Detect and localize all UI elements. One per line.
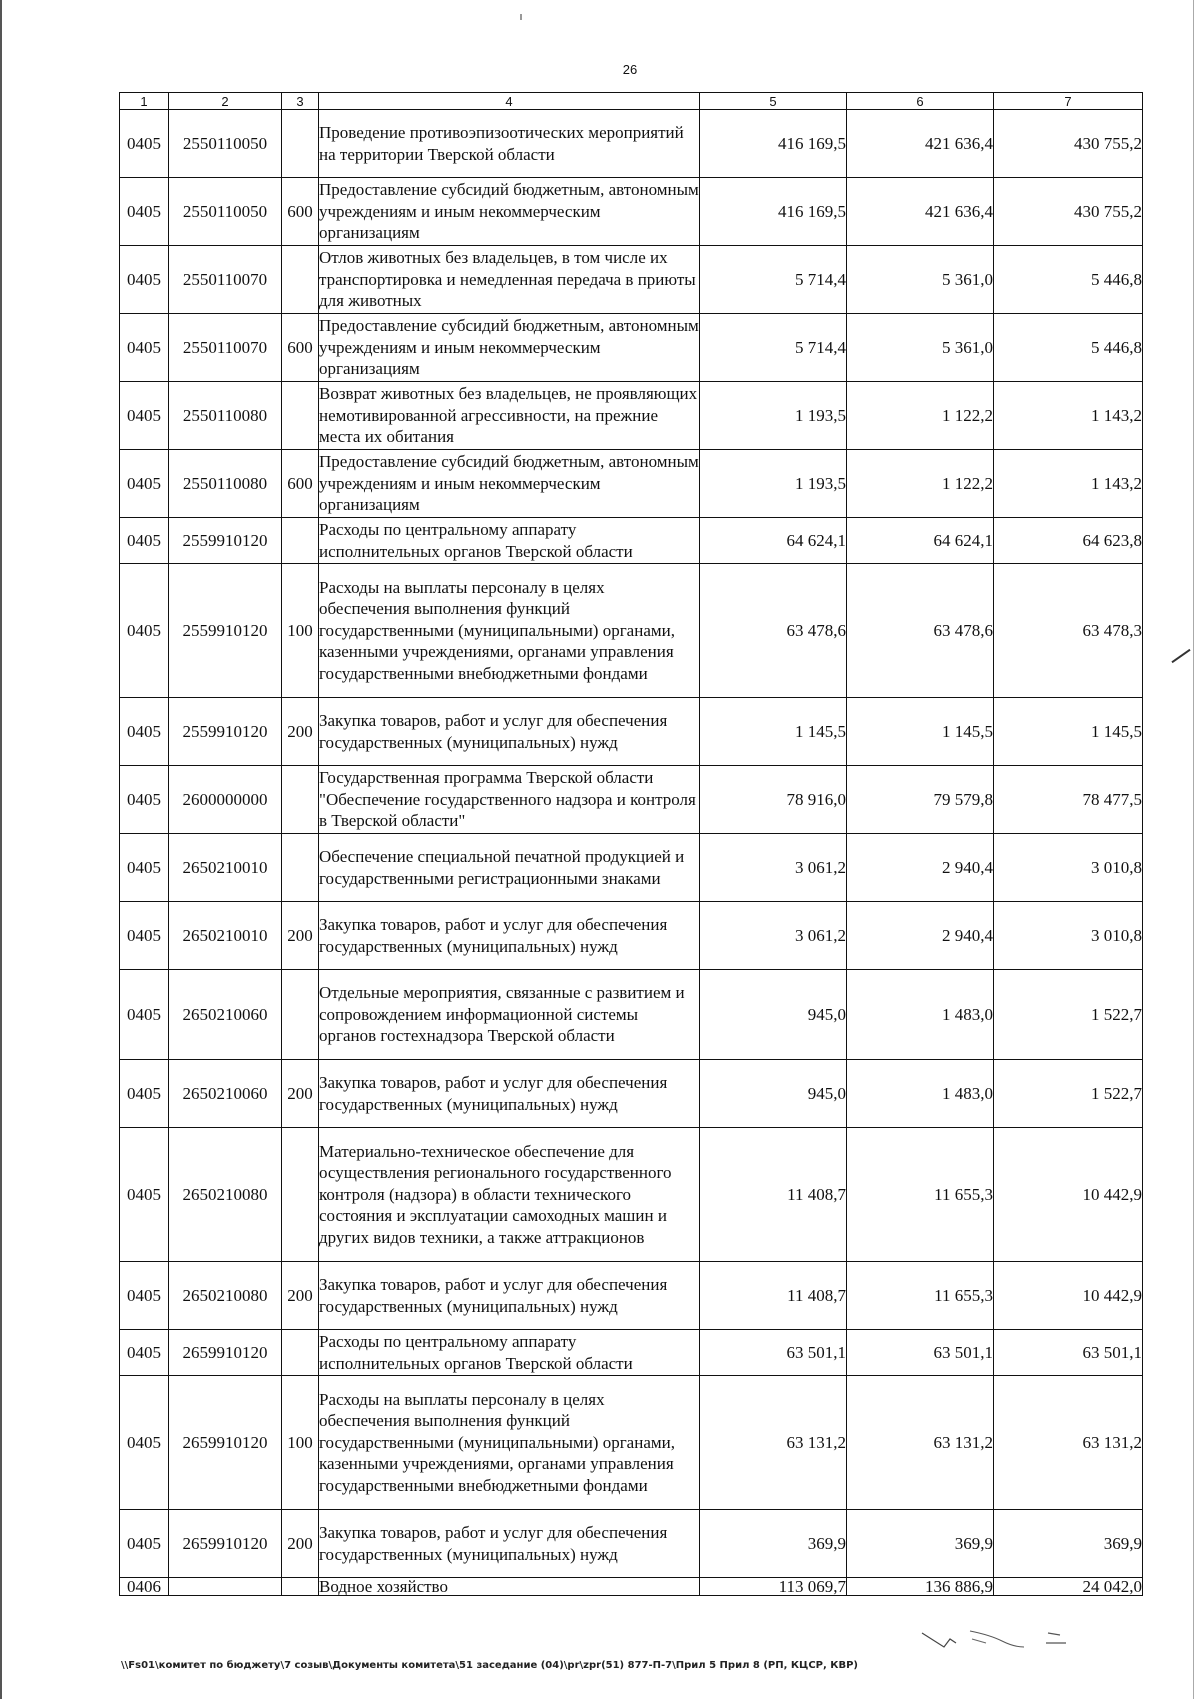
target-article-cell: 2550110050 xyxy=(169,178,282,246)
header-row xyxy=(120,93,1143,110)
amount-col5-cell: 945,0 xyxy=(700,1060,847,1128)
header-cell: 1 xyxy=(120,93,169,110)
target-article-cell: 2550110070 xyxy=(169,314,282,382)
section-code-cell: 0405 xyxy=(120,834,169,902)
target-article-cell: 2550110080 xyxy=(169,450,282,518)
item-name-cell: Закупка товаров, работ и услуг для обеспечения государственных (муниципальных) нужд xyxy=(319,902,700,970)
target-article-cell: 2650210060 xyxy=(169,970,282,1060)
item-name-cell: Предоставление субсидий бюджетным, автономным учреждениям и иным некоммерческим организациям xyxy=(319,314,700,382)
expense-type-cell: 600 xyxy=(282,450,319,518)
amount-col7-cell: 78 477,5 xyxy=(994,766,1143,834)
amount-col6-cell: 1 483,0 xyxy=(847,970,994,1060)
item-name-cell: Предоставление субсидий бюджетным, автономным учреждениям и иным некоммерческим организациям xyxy=(319,178,700,246)
scan-left-edge xyxy=(0,0,2,1699)
table-body xyxy=(120,110,1143,1596)
expense-type-cell: 200 xyxy=(282,1262,319,1330)
expense-type-cell: 200 xyxy=(282,1060,319,1128)
section-code-cell: 0405 xyxy=(120,382,169,450)
amount-col5-cell: 63 478,6 xyxy=(700,564,847,698)
amount-col5-cell: 369,9 xyxy=(700,1510,847,1578)
amount-col6-cell: 11 655,3 xyxy=(847,1262,994,1330)
header-cell: 7 xyxy=(994,93,1143,110)
item-name-cell: Отдельные мероприятия, связанные с развитием и сопровождением информационной системы органов гостехнадзора Тверской области xyxy=(319,970,700,1060)
budget-table xyxy=(119,92,1143,1596)
section-code-cell: 0405 xyxy=(120,1128,169,1262)
item-name-cell: Расходы на выплаты персоналу в целях обеспечения выполнения функций государственными (муниципальными) органами, казенными учреждениями, органами управления государственными внебюджетными фондами xyxy=(319,1376,700,1510)
amount-col7-cell: 10 442,9 xyxy=(994,1262,1143,1330)
amount-col5-cell: 5 714,4 xyxy=(700,246,847,314)
table-row xyxy=(120,1330,1143,1376)
section-code-cell: 0405 xyxy=(120,518,169,564)
section-code-cell: 0405 xyxy=(120,110,169,178)
file-path-footer: \\Fs01\комитет по бюджету\7 созыв\Документы комитета\51 заседание (04)\pr\zpr(51) 877-П-7\Прил 5 Прил 8 (РП, КЦСР, КВР) xyxy=(121,1660,858,1671)
section-code-cell: 0405 xyxy=(120,902,169,970)
table-row xyxy=(120,970,1143,1060)
amount-col6-cell: 63 478,6 xyxy=(847,564,994,698)
amount-col5-cell: 416 169,5 xyxy=(700,110,847,178)
expense-type-cell: 100 xyxy=(282,1376,319,1510)
amount-col6-cell: 1 483,0 xyxy=(847,1060,994,1128)
scan-right-edge xyxy=(1193,0,1194,1699)
amount-col6-cell: 63 501,1 xyxy=(847,1330,994,1376)
header-cell: 2 xyxy=(169,93,282,110)
target-article-cell: 2550110070 xyxy=(169,246,282,314)
table-row xyxy=(120,178,1143,246)
header-cell: 5 xyxy=(700,93,847,110)
amount-col7-cell: 24 042,0 xyxy=(994,1578,1143,1596)
amount-col7-cell: 1 522,7 xyxy=(994,1060,1143,1128)
amount-col5-cell: 1 193,5 xyxy=(700,382,847,450)
expense-type-cell xyxy=(282,382,319,450)
amount-col6-cell: 136 886,9 xyxy=(847,1578,994,1596)
table-row xyxy=(120,450,1143,518)
table-row xyxy=(120,518,1143,564)
table-row xyxy=(120,1376,1143,1510)
item-name-cell: Возврат животных без владельцев, не проявляющих немотивированной агрессивности, на прежние места их обитания xyxy=(319,382,700,450)
section-code-cell: 0405 xyxy=(120,1510,169,1578)
amount-col5-cell: 11 408,7 xyxy=(700,1262,847,1330)
table-row xyxy=(120,1578,1143,1596)
amount-col7-cell: 430 755,2 xyxy=(994,110,1143,178)
header-cell: 3 xyxy=(282,93,319,110)
section-code-cell: 0405 xyxy=(120,314,169,382)
amount-col7-cell: 3 010,8 xyxy=(994,834,1143,902)
scan-mark xyxy=(520,14,522,20)
item-name-cell: Отлов животных без владельцев, в том числе их транспортировка и немедленная передача в приюты для животных xyxy=(319,246,700,314)
target-article-cell: 2650210010 xyxy=(169,834,282,902)
amount-col7-cell: 5 446,8 xyxy=(994,314,1143,382)
amount-col6-cell: 1 122,2 xyxy=(847,382,994,450)
amount-col5-cell: 1 145,5 xyxy=(700,698,847,766)
section-code-cell: 0405 xyxy=(120,766,169,834)
amount-col5-cell: 64 624,1 xyxy=(700,518,847,564)
item-name-cell: Обеспечение специальной печатной продукцией и государственными регистрационными знаками xyxy=(319,834,700,902)
expense-type-cell: 600 xyxy=(282,178,319,246)
expense-type-cell xyxy=(282,518,319,564)
amount-col5-cell: 3 061,2 xyxy=(700,902,847,970)
amount-col5-cell: 113 069,7 xyxy=(700,1578,847,1596)
table-row xyxy=(120,382,1143,450)
table-row xyxy=(120,1262,1143,1330)
amount-col7-cell: 63 478,3 xyxy=(994,564,1143,698)
section-code-cell: 0405 xyxy=(120,970,169,1060)
amount-col6-cell: 5 361,0 xyxy=(847,314,994,382)
expense-type-cell xyxy=(282,1128,319,1262)
expense-type-cell xyxy=(282,766,319,834)
item-name-cell: Закупка товаров, работ и услуг для обеспечения государственных (муниципальных) нужд xyxy=(319,1262,700,1330)
item-name-cell: Закупка товаров, работ и услуг для обеспечения государственных (муниципальных) нужд xyxy=(319,1060,700,1128)
amount-col6-cell: 79 579,8 xyxy=(847,766,994,834)
item-name-cell: Расходы на выплаты персоналу в целях обеспечения выполнения функций государственными (муниципальными) органами, казенными учреждениями, органами управления государственными внебюджетными фондами xyxy=(319,564,700,698)
table-row xyxy=(120,246,1143,314)
amount-col7-cell: 1 522,7 xyxy=(994,970,1143,1060)
section-code-cell: 0405 xyxy=(120,564,169,698)
table-row xyxy=(120,834,1143,902)
expense-type-cell xyxy=(282,1330,319,1376)
amount-col5-cell: 3 061,2 xyxy=(700,834,847,902)
header-cell: 4 xyxy=(319,93,700,110)
expense-type-cell xyxy=(282,834,319,902)
target-article-cell: 2650210080 xyxy=(169,1128,282,1262)
amount-col6-cell: 5 361,0 xyxy=(847,246,994,314)
target-article-cell: 2600000000 xyxy=(169,766,282,834)
item-name-cell: Материально-техническое обеспечение для осуществления регионального государственного контроля (надзора) в области технического состояния и эксплуатации самоходных машин и других видов техники, а также аттракционов xyxy=(319,1128,700,1262)
table-row xyxy=(120,110,1143,178)
amount-col7-cell: 1 143,2 xyxy=(994,382,1143,450)
section-code-cell: 0405 xyxy=(120,450,169,518)
page-number: 26 xyxy=(622,62,638,77)
pen-mark xyxy=(1171,649,1190,663)
handwritten-marks xyxy=(920,1617,1080,1657)
amount-col7-cell: 3 010,8 xyxy=(994,902,1143,970)
amount-col7-cell: 64 623,8 xyxy=(994,518,1143,564)
expense-type-cell: 200 xyxy=(282,902,319,970)
amount-col5-cell: 11 408,7 xyxy=(700,1128,847,1262)
target-article-cell: 2559910120 xyxy=(169,518,282,564)
target-article-cell xyxy=(169,1578,282,1596)
expense-type-cell: 200 xyxy=(282,698,319,766)
amount-col5-cell: 1 193,5 xyxy=(700,450,847,518)
expense-type-cell xyxy=(282,1578,319,1596)
amount-col7-cell: 430 755,2 xyxy=(994,178,1143,246)
amount-col7-cell: 10 442,9 xyxy=(994,1128,1143,1262)
amount-col7-cell: 63 501,1 xyxy=(994,1330,1143,1376)
target-article-cell: 2550110050 xyxy=(169,110,282,178)
item-name-cell: Закупка товаров, работ и услуг для обеспечения государственных (муниципальных) нужд xyxy=(319,1510,700,1578)
section-code-cell: 0405 xyxy=(120,698,169,766)
section-code-cell: 0405 xyxy=(120,1060,169,1128)
amount-col6-cell: 421 636,4 xyxy=(847,110,994,178)
target-article-cell: 2650210060 xyxy=(169,1060,282,1128)
item-name-cell: Предоставление субсидий бюджетным, автономным учреждениям и иным некоммерческим организациям xyxy=(319,450,700,518)
item-name-cell: Расходы по центральному аппарату исполнительных органов Тверской области xyxy=(319,1330,700,1376)
amount-col7-cell: 369,9 xyxy=(994,1510,1143,1578)
amount-col6-cell: 1 122,2 xyxy=(847,450,994,518)
table-row xyxy=(120,1510,1143,1578)
item-name-cell: Водное хозяйство xyxy=(319,1578,700,1596)
target-article-cell: 2550110080 xyxy=(169,382,282,450)
table-row xyxy=(120,698,1143,766)
table-row xyxy=(120,766,1143,834)
amount-col6-cell: 11 655,3 xyxy=(847,1128,994,1262)
amount-col5-cell: 63 131,2 xyxy=(700,1376,847,1510)
target-article-cell: 2659910120 xyxy=(169,1510,282,1578)
amount-col5-cell: 63 501,1 xyxy=(700,1330,847,1376)
table-row xyxy=(120,314,1143,382)
table-row xyxy=(120,902,1143,970)
section-code-cell: 0406 xyxy=(120,1578,169,1596)
amount-col7-cell: 63 131,2 xyxy=(994,1376,1143,1510)
amount-col5-cell: 945,0 xyxy=(700,970,847,1060)
section-code-cell: 0405 xyxy=(120,1262,169,1330)
amount-col7-cell: 1 145,5 xyxy=(994,698,1143,766)
table-row xyxy=(120,1060,1143,1128)
target-article-cell: 2659910120 xyxy=(169,1330,282,1376)
target-article-cell: 2559910120 xyxy=(169,564,282,698)
section-code-cell: 0405 xyxy=(120,178,169,246)
expense-type-cell xyxy=(282,110,319,178)
expense-type-cell: 200 xyxy=(282,1510,319,1578)
expense-type-cell xyxy=(282,246,319,314)
table-header xyxy=(120,93,1143,110)
section-code-cell: 0405 xyxy=(120,1376,169,1510)
amount-col5-cell: 5 714,4 xyxy=(700,314,847,382)
item-name-cell: Государственная программа Тверской области "Обеспечение государственного надзора и контроля в Тверской области" xyxy=(319,766,700,834)
amount-col6-cell: 2 940,4 xyxy=(847,902,994,970)
target-article-cell: 2559910120 xyxy=(169,698,282,766)
header-cell: 6 xyxy=(847,93,994,110)
expense-type-cell xyxy=(282,970,319,1060)
table-row xyxy=(120,564,1143,698)
amount-col5-cell: 416 169,5 xyxy=(700,178,847,246)
target-article-cell: 2650210010 xyxy=(169,902,282,970)
amount-col6-cell: 63 131,2 xyxy=(847,1376,994,1510)
expense-type-cell: 100 xyxy=(282,564,319,698)
amount-col7-cell: 5 446,8 xyxy=(994,246,1143,314)
target-article-cell: 2650210080 xyxy=(169,1262,282,1330)
amount-col6-cell: 2 940,4 xyxy=(847,834,994,902)
section-code-cell: 0405 xyxy=(120,246,169,314)
item-name-cell: Закупка товаров, работ и услуг для обеспечения государственных (муниципальных) нужд xyxy=(319,698,700,766)
amount-col7-cell: 1 143,2 xyxy=(994,450,1143,518)
amount-col6-cell: 369,9 xyxy=(847,1510,994,1578)
expense-type-cell: 600 xyxy=(282,314,319,382)
amount-col6-cell: 1 145,5 xyxy=(847,698,994,766)
target-article-cell: 2659910120 xyxy=(169,1376,282,1510)
item-name-cell: Проведение противоэпизоотических мероприятий на территории Тверской области xyxy=(319,110,700,178)
table-row xyxy=(120,1128,1143,1262)
amount-col5-cell: 78 916,0 xyxy=(700,766,847,834)
amount-col6-cell: 64 624,1 xyxy=(847,518,994,564)
item-name-cell: Расходы по центральному аппарату исполнительных органов Тверской области xyxy=(319,518,700,564)
amount-col6-cell: 421 636,4 xyxy=(847,178,994,246)
section-code-cell: 0405 xyxy=(120,1330,169,1376)
